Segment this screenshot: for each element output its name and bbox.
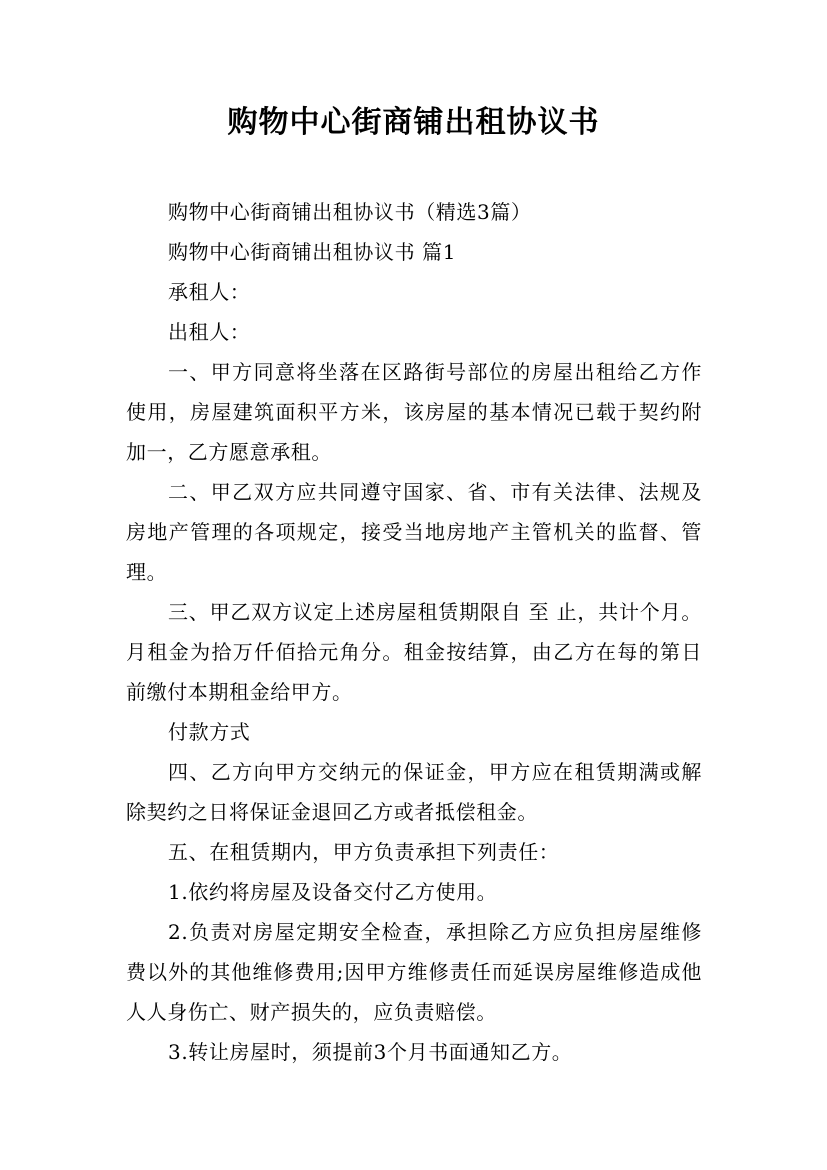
paragraph-clause-5: 五、在租赁期内，甲方负责承担下列责任： [168,840,560,864]
document-body [126,192,702,1072]
paragraph-clause-2: 二、甲乙双方应共同遵守国家、省、市有关法律、法规及房地产管理的各项规定，接受当地房地产主管机关的监督、管理。 [126,480,702,584]
paragraph-clause-4: 四、乙方向甲方交纳元的保证金，甲方应在租赁期满或解除契约之日将保证金退回乙方或者抵偿租金。 [126,760,702,824]
paragraph-clause-3: 三、甲乙双方议定上述房屋租赁期限自 至 止，共计个月。月租金为拾万仟佰拾元角分。租金按结算，由乙方在每的第日前缴付本期租金给甲方。 [126,600,702,704]
paragraph-item-1: 1.依约将房屋及设备交付乙方使用。 [168,880,498,904]
paragraph-item-2: 2.负责对房屋定期安全检查，承担除乙方应负担房屋维修费以外的其他维修费用;因甲方维修责任而延误房屋维修造成他人人身伤亡、财产损失的，应负责赔偿。 [126,920,702,1024]
paragraph-section-heading: 购物中心街商铺出租协议书 篇1 [168,240,457,264]
paragraph-payment-method: 付款方式 [168,720,251,744]
paragraph-lessor: 出租人： [168,320,251,344]
paragraph-clause-1: 一、甲方同意将坐落在区路街号部位的房屋出租给乙方作使用，房屋建筑面积平方米，该房屋的基本情况已载于契约附加一，乙方愿意承租。 [126,360,702,464]
paragraph-item-3: 3.转让房屋时，须提前3个月书面通知乙方。 [168,1040,573,1064]
paragraph-subtitle: 购物中心街商铺出租协议书（精选3篇） [168,200,532,224]
paragraph-lessee: 承租人： [168,280,251,304]
document-title: 购物中心街商铺出租协议书 [227,105,600,140]
